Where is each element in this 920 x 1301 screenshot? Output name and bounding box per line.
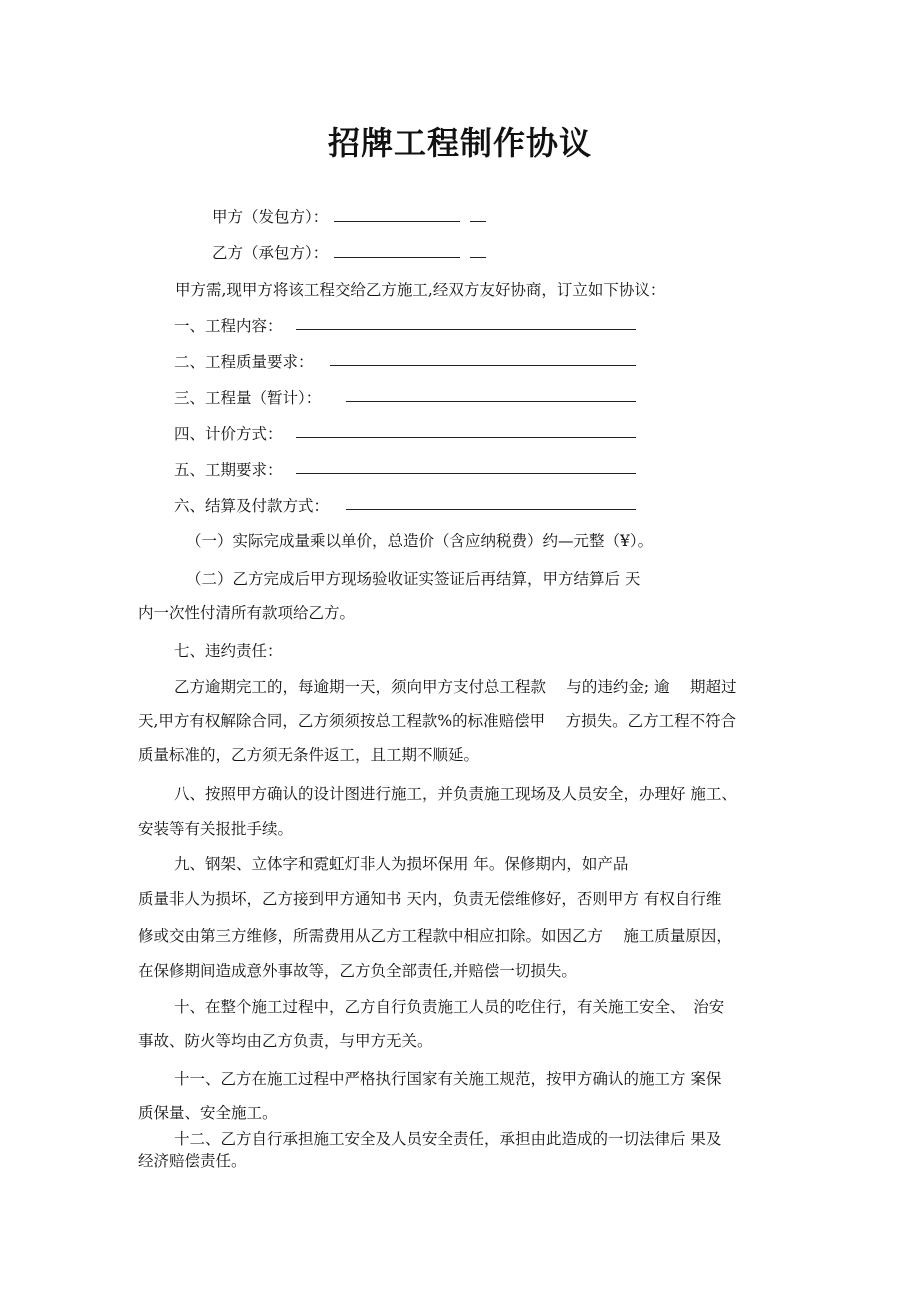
party-a-line [212,206,486,228]
item-6-line [174,495,329,517]
section-7-title: 七、违约责任： [174,642,283,660]
section-7-line-1: 乙方逾期完工的，每逾期一天，须向甲方支付总工程款 与的违约金; 逾 期超过 [174,678,737,696]
party-b-line [212,242,486,264]
party-b-blank [334,243,460,258]
item-6-label: 六、结算及付款方式： [174,497,330,515]
item-1-label: 一、工程内容： [174,317,283,335]
item-1-line [174,315,283,337]
section-9-line-4: 在保修期间造成意外事故等，乙方负全部责任,并赔偿一切损失。 [138,962,577,980]
item-5-label: 五、工期要求： [174,461,283,479]
item-3-blank [346,387,636,402]
party-b-blank-tail [470,243,486,258]
section-9-line-3: 修或交由第三方维修，所需费用从乙方工程款中相应扣除。如因乙方 施工质量原因， [138,927,732,945]
section-11-line-2: 质保量、安全施工。 [138,1104,278,1122]
section-9-line-2: 质量非人为损坏，乙方接到甲方通知书 天内，负责无偿维修好，否则甲方 有权自行维 [138,890,722,908]
section-10-line-1: 十、在整个施工过程中，乙方自行负责施工人员的吃住行，有关施工安全、 治安 [174,998,725,1016]
party-b-label: 乙方（承包方）： [212,244,329,262]
section-7-line-2: 天,甲方有权解除合同，乙方须须按总工程款%的标准赔偿甲 方损失。乙方工程不符合 [138,712,737,730]
item-3-label: 三、工程量（暂计）： [174,389,322,407]
item-2-line [174,351,314,373]
item-4-blank [296,423,636,438]
item-4-line [174,423,283,445]
party-a-label: 甲方（发包方）： [212,208,329,226]
intro-text: 甲方需,现甲方将该工程交给乙方施工,经双方友好协商，订立如下协议： [175,281,666,299]
item-5-line [174,459,283,481]
document-title: 招牌工程制作协议 [327,124,592,162]
section-8-line-2: 安装等有关报批手续。 [138,820,294,838]
section-11-line-1: 十一、乙方在施工过程中严格执行国家有关施工规范，按甲方确认的施工方 案保 [174,1070,722,1088]
party-a-blank-tail [470,207,486,222]
section-10-line-2: 事故、防火等均由乙方负责，与甲方无关。 [138,1032,433,1050]
item-5-blank [296,459,636,474]
item-2-blank [330,351,636,366]
section-8-line-1: 八、按照甲方确认的设计图进行施工，并负责施工现场及人员安全，办理好 施工、 [174,785,737,803]
item-3-line [174,387,321,409]
section-9-line-1: 九、钢架、立体字和霓虹灯非人为损坏保用 年。保修期内，如产品 [174,855,629,873]
item-6-blank [346,495,636,510]
sub-clause-2-line-2: 内一次性付清所有款项给乙方。 [138,604,356,622]
item-2-label: 二、工程质量要求： [174,353,314,371]
item-4-label: 四、计价方式： [174,425,283,443]
sub-clause-1: （一）实际完成量乘以单价，总造价（含应纳税费）约—元整（¥）。 [186,532,654,550]
section-12-line-2: 经济赔偿责任。 [138,1152,247,1170]
party-a-blank [334,207,460,222]
sub-clause-2-line-1: （二）乙方完成后甲方现场验收证实签证后再结算，甲方结算后 天 [186,570,641,588]
item-1-blank [296,315,636,330]
section-12-line-1: 十二、乙方自行承担施工安全及人员安全责任，承担由此造成的一切法律后 果及 [174,1130,722,1148]
section-7-line-3: 质量标准的，乙方须无条件返工，且工期不顺延。 [138,746,480,764]
